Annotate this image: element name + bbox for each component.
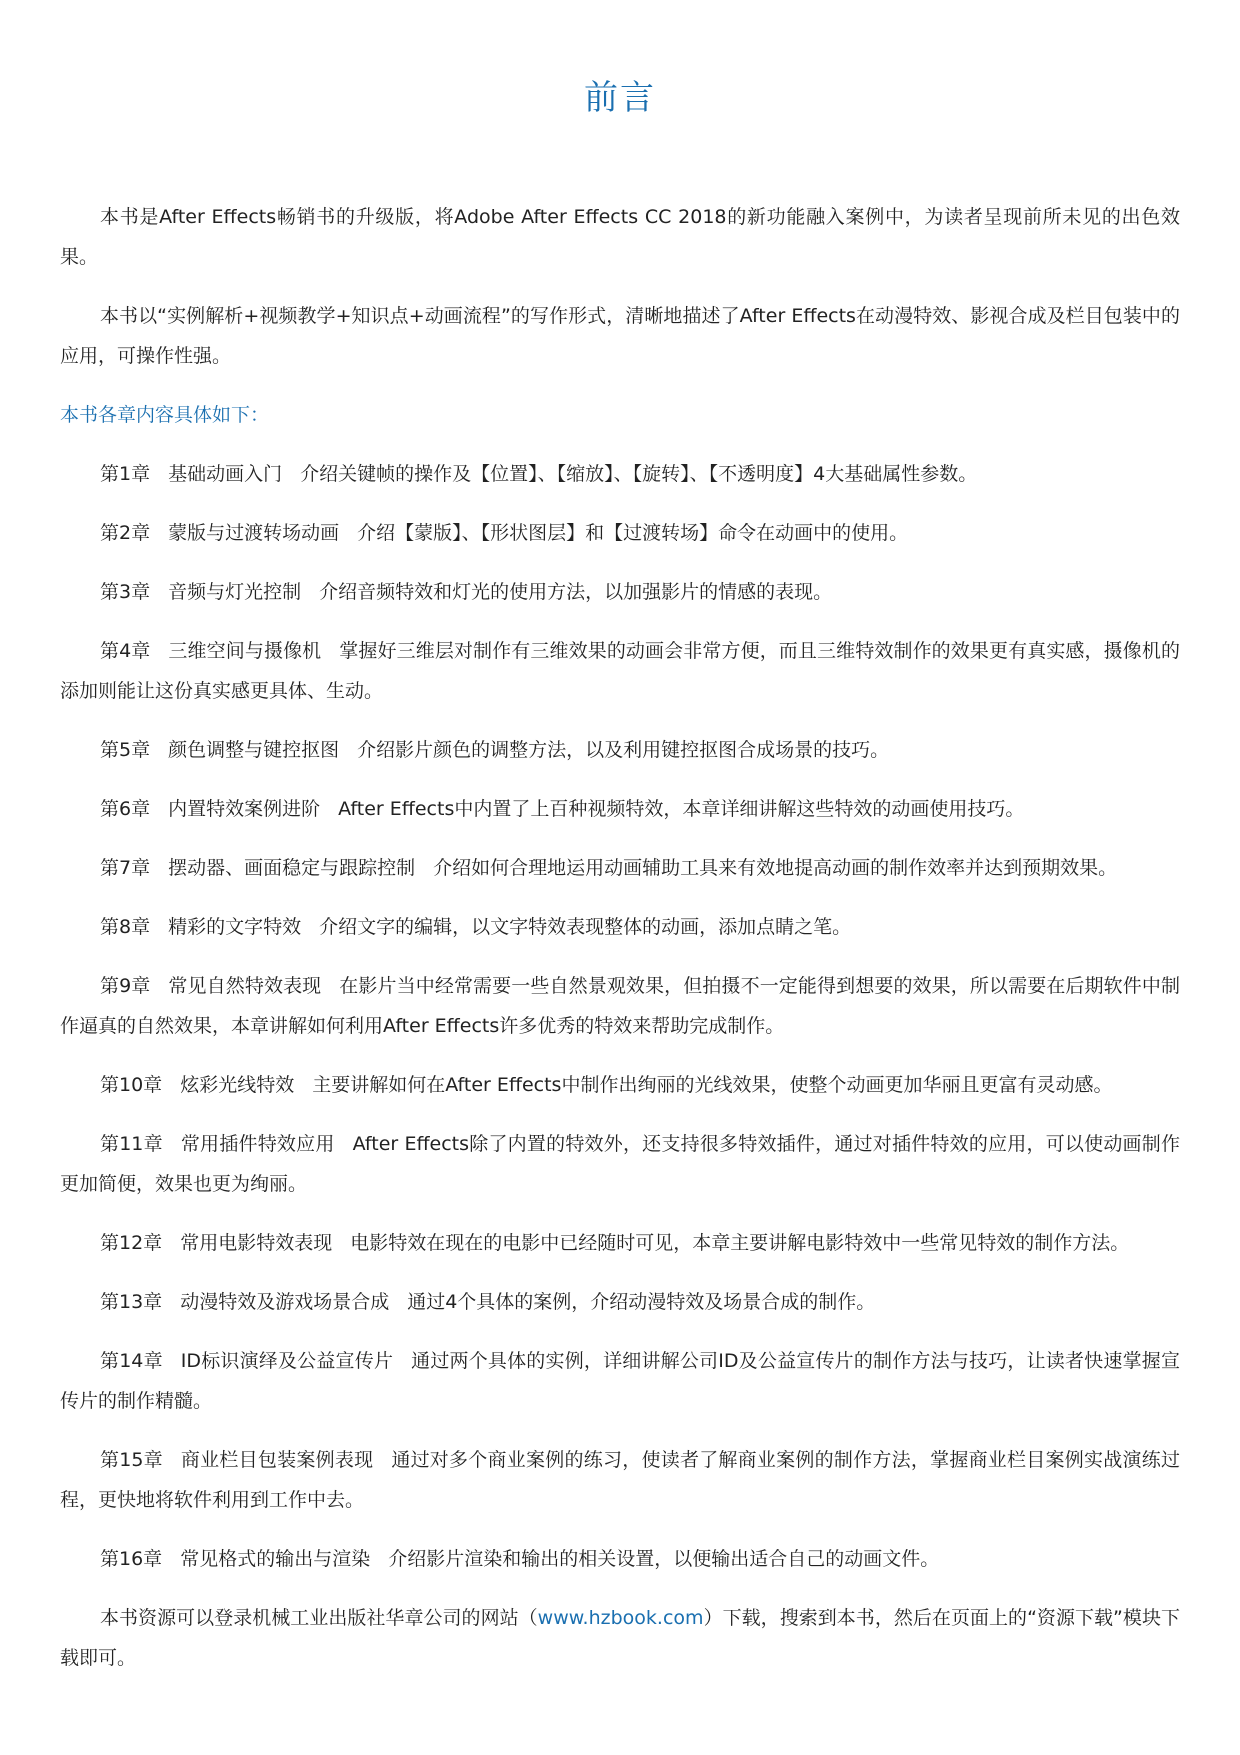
chapter-number: 第9章 [100,975,151,997]
chapter-item [60,1539,1180,1579]
chapter-number: 第3章 [100,581,151,603]
chapter-description: 介绍如何合理地运用动画辅助工具来有效地提高动画的制作效率并达到预期效果。 [433,857,1118,879]
chapter-title: 常用电影特效表现 [180,1232,333,1254]
chapter-item [60,454,1180,494]
resource-paragraph [60,1598,1180,1678]
chapter-item [60,789,1180,829]
chapter-number: 第1章 [100,463,151,485]
chapter-title: 三维空间与摄像机 [168,640,322,662]
chapter-number: 第4章 [100,640,151,662]
intro-paragraph-1: 本书是After Effects畅销书的升级版，将Adobe After Effects CC 2018的新功能融入案例中，为读者呈现前所未见的出色效果。 [60,206,1180,268]
chapter-item [60,1282,1180,1322]
chapter-item [60,1223,1180,1263]
chapter-description: 介绍文字的编辑，以文字特效表现整体的动画，添加点睛之笔。 [319,916,852,938]
chapter-title: 蒙版与过渡转场动画 [168,522,340,544]
chapter-title: 常用插件特效应用 [180,1133,335,1155]
chapter-description: 通过两个具体的实例，详细讲解公司ID及公益宣传片的制作方法与技巧，让读者快速掌握宣传片的制作精髓。 [60,1350,1180,1412]
chapter-description: 介绍音频特效和灯光的使用方法，以加强影片的情感的表现。 [319,581,833,603]
chapter-item [60,848,1180,888]
chapter-title: 内置特效案例进阶 [168,798,321,820]
chapter-description: 介绍影片颜色的调整方法，以及利用键控抠图合成场景的技巧。 [357,739,890,761]
chapter-number: 第13章 [100,1291,163,1313]
resource-link[interactable]: www.hzbook.com [537,1607,704,1629]
chapter-title: 常见自然特效表现 [168,975,322,997]
chapter-title: 摆动器、画面稳定与跟踪控制 [168,857,416,879]
intro-paragraph-2: 本书以“实例解析+视频教学+知识点+动画流程”的写作形式，清晰地描述了After Effects在动漫特效、影视合成及栏目包装中的应用，可操作性强。 [60,305,1180,367]
chapter-title: 音频与灯光控制 [168,581,302,603]
chapter-number: 第16章 [100,1548,163,1570]
chapter-item [60,730,1180,770]
chapter-description: 在影片当中经常需要一些自然景观效果，但拍摄不一定能得到想要的效果，所以需要在后期软件中制作逼真的自然效果，本章讲解如何利用After Effects许多优秀的特效来帮助完成制作。 [60,975,1180,1037]
chapter-description: After Effects除了内置的特效外，还支持很多特效插件，通过对插件特效的应用，可以使动画制作更加简便，效果也更为绚丽。 [60,1133,1180,1195]
chapter-item [60,631,1180,711]
chapter-item [60,1440,1180,1520]
chapter-title: 常见格式的输出与渲染 [180,1548,371,1570]
chapter-list [60,454,1180,1579]
chapter-title: 精彩的文字特效 [168,916,302,938]
chapter-description: 电影特效在现在的电影中已经随时可见，本章主要讲解电影特效中一些常见特效的制作方法。 [350,1232,1130,1254]
chapter-description: 介绍影片渲染和输出的相关设置，以便输出适合自己的动画文件。 [388,1548,940,1570]
chapter-title: 炫彩光线特效 [180,1074,295,1096]
chapter-item [60,513,1180,553]
chapter-description: 介绍【蒙版】、【形状图层】和【过渡转场】命令在动画中的使用。 [357,522,909,544]
chapter-description: 通过对多个商业案例的练习，使读者了解商业案例的制作方法，掌握商业栏目案例实战演练过程，更快地将软件利用到工作中去。 [60,1449,1180,1511]
chapter-item [60,572,1180,612]
section-heading: 本书各章内容具体如下： [60,404,270,426]
chapter-number: 第6章 [100,798,151,820]
resource-text-before: 本书资源可以登录机械工业出版社华章公司的网站（ [100,1607,538,1629]
chapter-description: 主要讲解如何在After Effects中制作出绚丽的光线效果，使整个动画更加华丽且更富有灵动感。 [312,1074,1113,1096]
resource-text-after: ）下载，搜索到本书，然后在页面上的“资源下载”模块下载即可。 [60,1607,1180,1669]
chapter-item [60,1065,1180,1105]
chapter-description: 通过4个具体的案例，介绍动漫特效及场景合成的制作。 [407,1291,876,1313]
chapter-number: 第14章 [100,1350,163,1372]
chapter-item [60,1341,1180,1421]
chapter-number: 第12章 [100,1232,163,1254]
chapter-number: 第7章 [100,857,151,879]
chapter-number: 第10章 [100,1074,163,1096]
chapter-item [60,1124,1180,1204]
chapter-number: 第11章 [100,1133,163,1155]
chapter-title: 商业栏目包装案例表现 [180,1449,374,1471]
chapter-item [60,907,1180,947]
chapter-item [60,966,1180,1046]
chapter-title: 颜色调整与键控抠图 [168,739,340,761]
chapter-number: 第8章 [100,916,151,938]
chapter-description: After Effects中内置了上百种视频特效，本章详细讲解这些特效的动画使用技巧。 [338,798,1025,820]
chapter-description: 掌握好三维层对制作有三维效果的动画会非常方便，而且三维特效制作的效果更有真实感，摄像机的添加则能让这份真实感更具体、生动。 [60,640,1180,702]
chapter-number: 第2章 [100,522,151,544]
chapter-description: 介绍关键帧的操作及【位置】、【缩放】、【旋转】、【不透明度】4大基础属性参数。 [300,463,978,485]
chapter-title: ID标识演绎及公益宣传片 [180,1350,394,1372]
page-title: 前言 [584,78,656,118]
chapter-title: 动漫特效及游戏场景合成 [180,1291,390,1313]
chapter-title: 基础动画入门 [168,463,283,485]
chapter-number: 第5章 [100,739,151,761]
chapter-number: 第15章 [100,1449,163,1471]
